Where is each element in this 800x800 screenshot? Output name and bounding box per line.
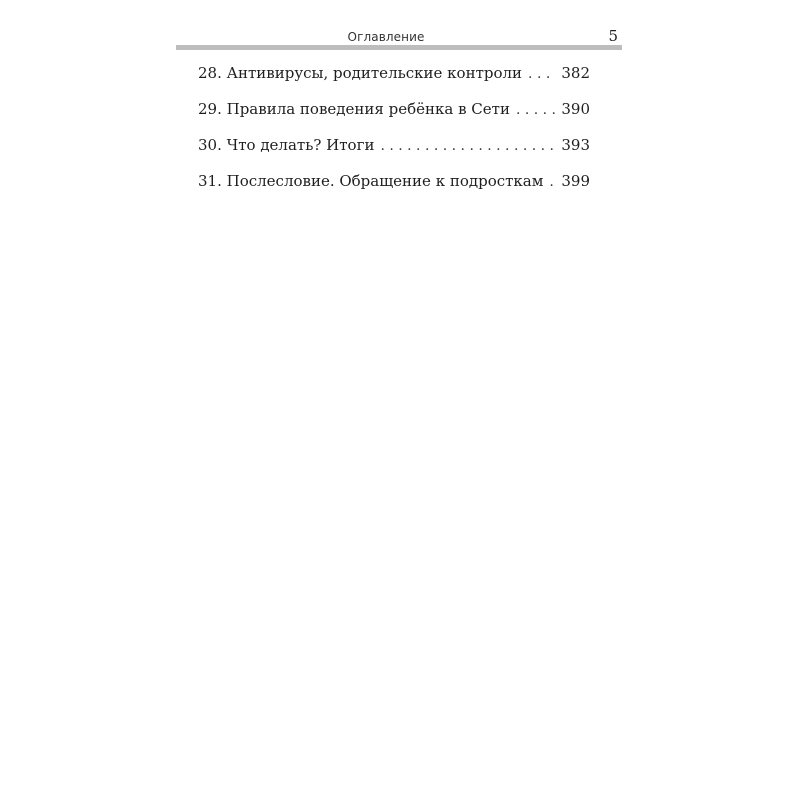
toc-entry-title: 28. Антивирусы, родительские контроли	[198, 64, 523, 82]
toc-entry-page: 393	[561, 136, 590, 154]
toc-entry	[198, 100, 590, 136]
toc-entry-page: 390	[561, 100, 590, 118]
page-number: 5	[608, 27, 618, 45]
table-of-contents	[198, 64, 590, 208]
toc-entry	[198, 172, 590, 208]
running-title: Оглавление	[347, 30, 425, 44]
toc-entry-page: 382	[561, 64, 590, 82]
dot-leader	[516, 102, 555, 118]
toc-entry	[198, 64, 590, 100]
toc-entry-title: 29. Правила поведения ребёнка в Сети	[198, 100, 510, 118]
dot-leader	[549, 174, 555, 190]
toc-entry-page: 399	[561, 172, 590, 190]
dot-leader	[528, 66, 555, 82]
toc-entry-title: 30. Что делать? Итоги	[198, 136, 375, 154]
toc-entry	[198, 136, 590, 172]
header-rule	[176, 45, 622, 50]
toc-entry-title: 31. Послесловие. Обращение к подросткам	[198, 172, 544, 190]
dot-leader	[380, 138, 555, 154]
